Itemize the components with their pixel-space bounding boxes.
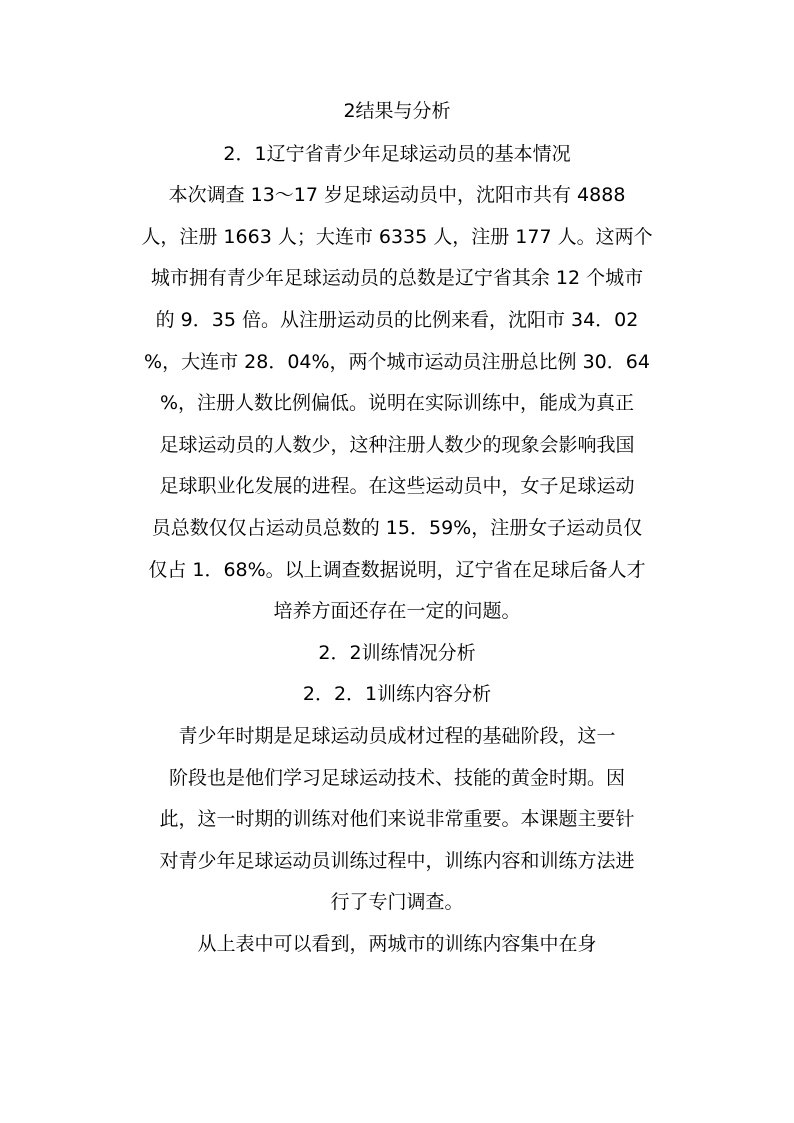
- paragraph-line: 足球职业化发展的进程。在这些运动员中，女子足球运动: [159, 475, 635, 497]
- paragraph-line: 行了专门调查。: [330, 891, 464, 913]
- paragraph-line: %，大连市 28．04%，两个城市运动员注册总比例 30．64: [144, 351, 650, 373]
- subsection-title: 2．1辽宁省青少年足球运动员的基本情况: [223, 143, 571, 165]
- paragraph-line: 此，这一时期的训练对他们来说非常重要。本课题主要针: [159, 808, 635, 830]
- paragraph-line: 足球运动员的人数少，这种注册人数少的现象会影响我国: [159, 434, 635, 456]
- paragraph-line: 员总数仅仅占运动员总数的 15．59%，注册女子运动员仅: [151, 517, 643, 539]
- paragraph-line: 城市拥有青少年足球运动员的总数是辽宁省其余 12 个城市: [150, 267, 644, 289]
- subsubsection-title: 2．2．1训练内容分析: [302, 683, 492, 705]
- paragraph-line: 从上表中可以看到，两城市的训练内容集中在身: [197, 933, 597, 955]
- paragraph-line: 阶段也是他们学习足球运动技术、技能的黄金时期。因: [168, 767, 625, 789]
- paragraph-line: 青少年时期是足球运动员成材过程的基础阶段，这一: [178, 725, 616, 747]
- paragraph-line: 人，注册 1663 人；大连市 6335 人，注册 177 人。这两个: [141, 226, 653, 248]
- paragraph-line: 对青少年足球运动员训练过程中，训练内容和训练方法进: [159, 850, 635, 872]
- section-title: 2结果与分析: [343, 100, 451, 122]
- paragraph-line: 的 9．35 倍。从注册运动员的比例来看，沈阳市 34．02: [155, 309, 639, 331]
- paragraph-line: 仅占 1．68%。以上调查数据说明，辽宁省在足球后备人才: [148, 559, 646, 581]
- paragraph-line: 本次调查 13～17 岁足球运动员中，沈阳市共有 4888: [168, 184, 626, 206]
- paragraph-line: 培养方面还存在一定的问题。: [273, 600, 521, 622]
- paragraph-line: %，注册人数比例偏低。说明在实际训练中，能成为真正: [159, 392, 635, 414]
- subsection-title: 2．2训练情况分析: [318, 642, 476, 664]
